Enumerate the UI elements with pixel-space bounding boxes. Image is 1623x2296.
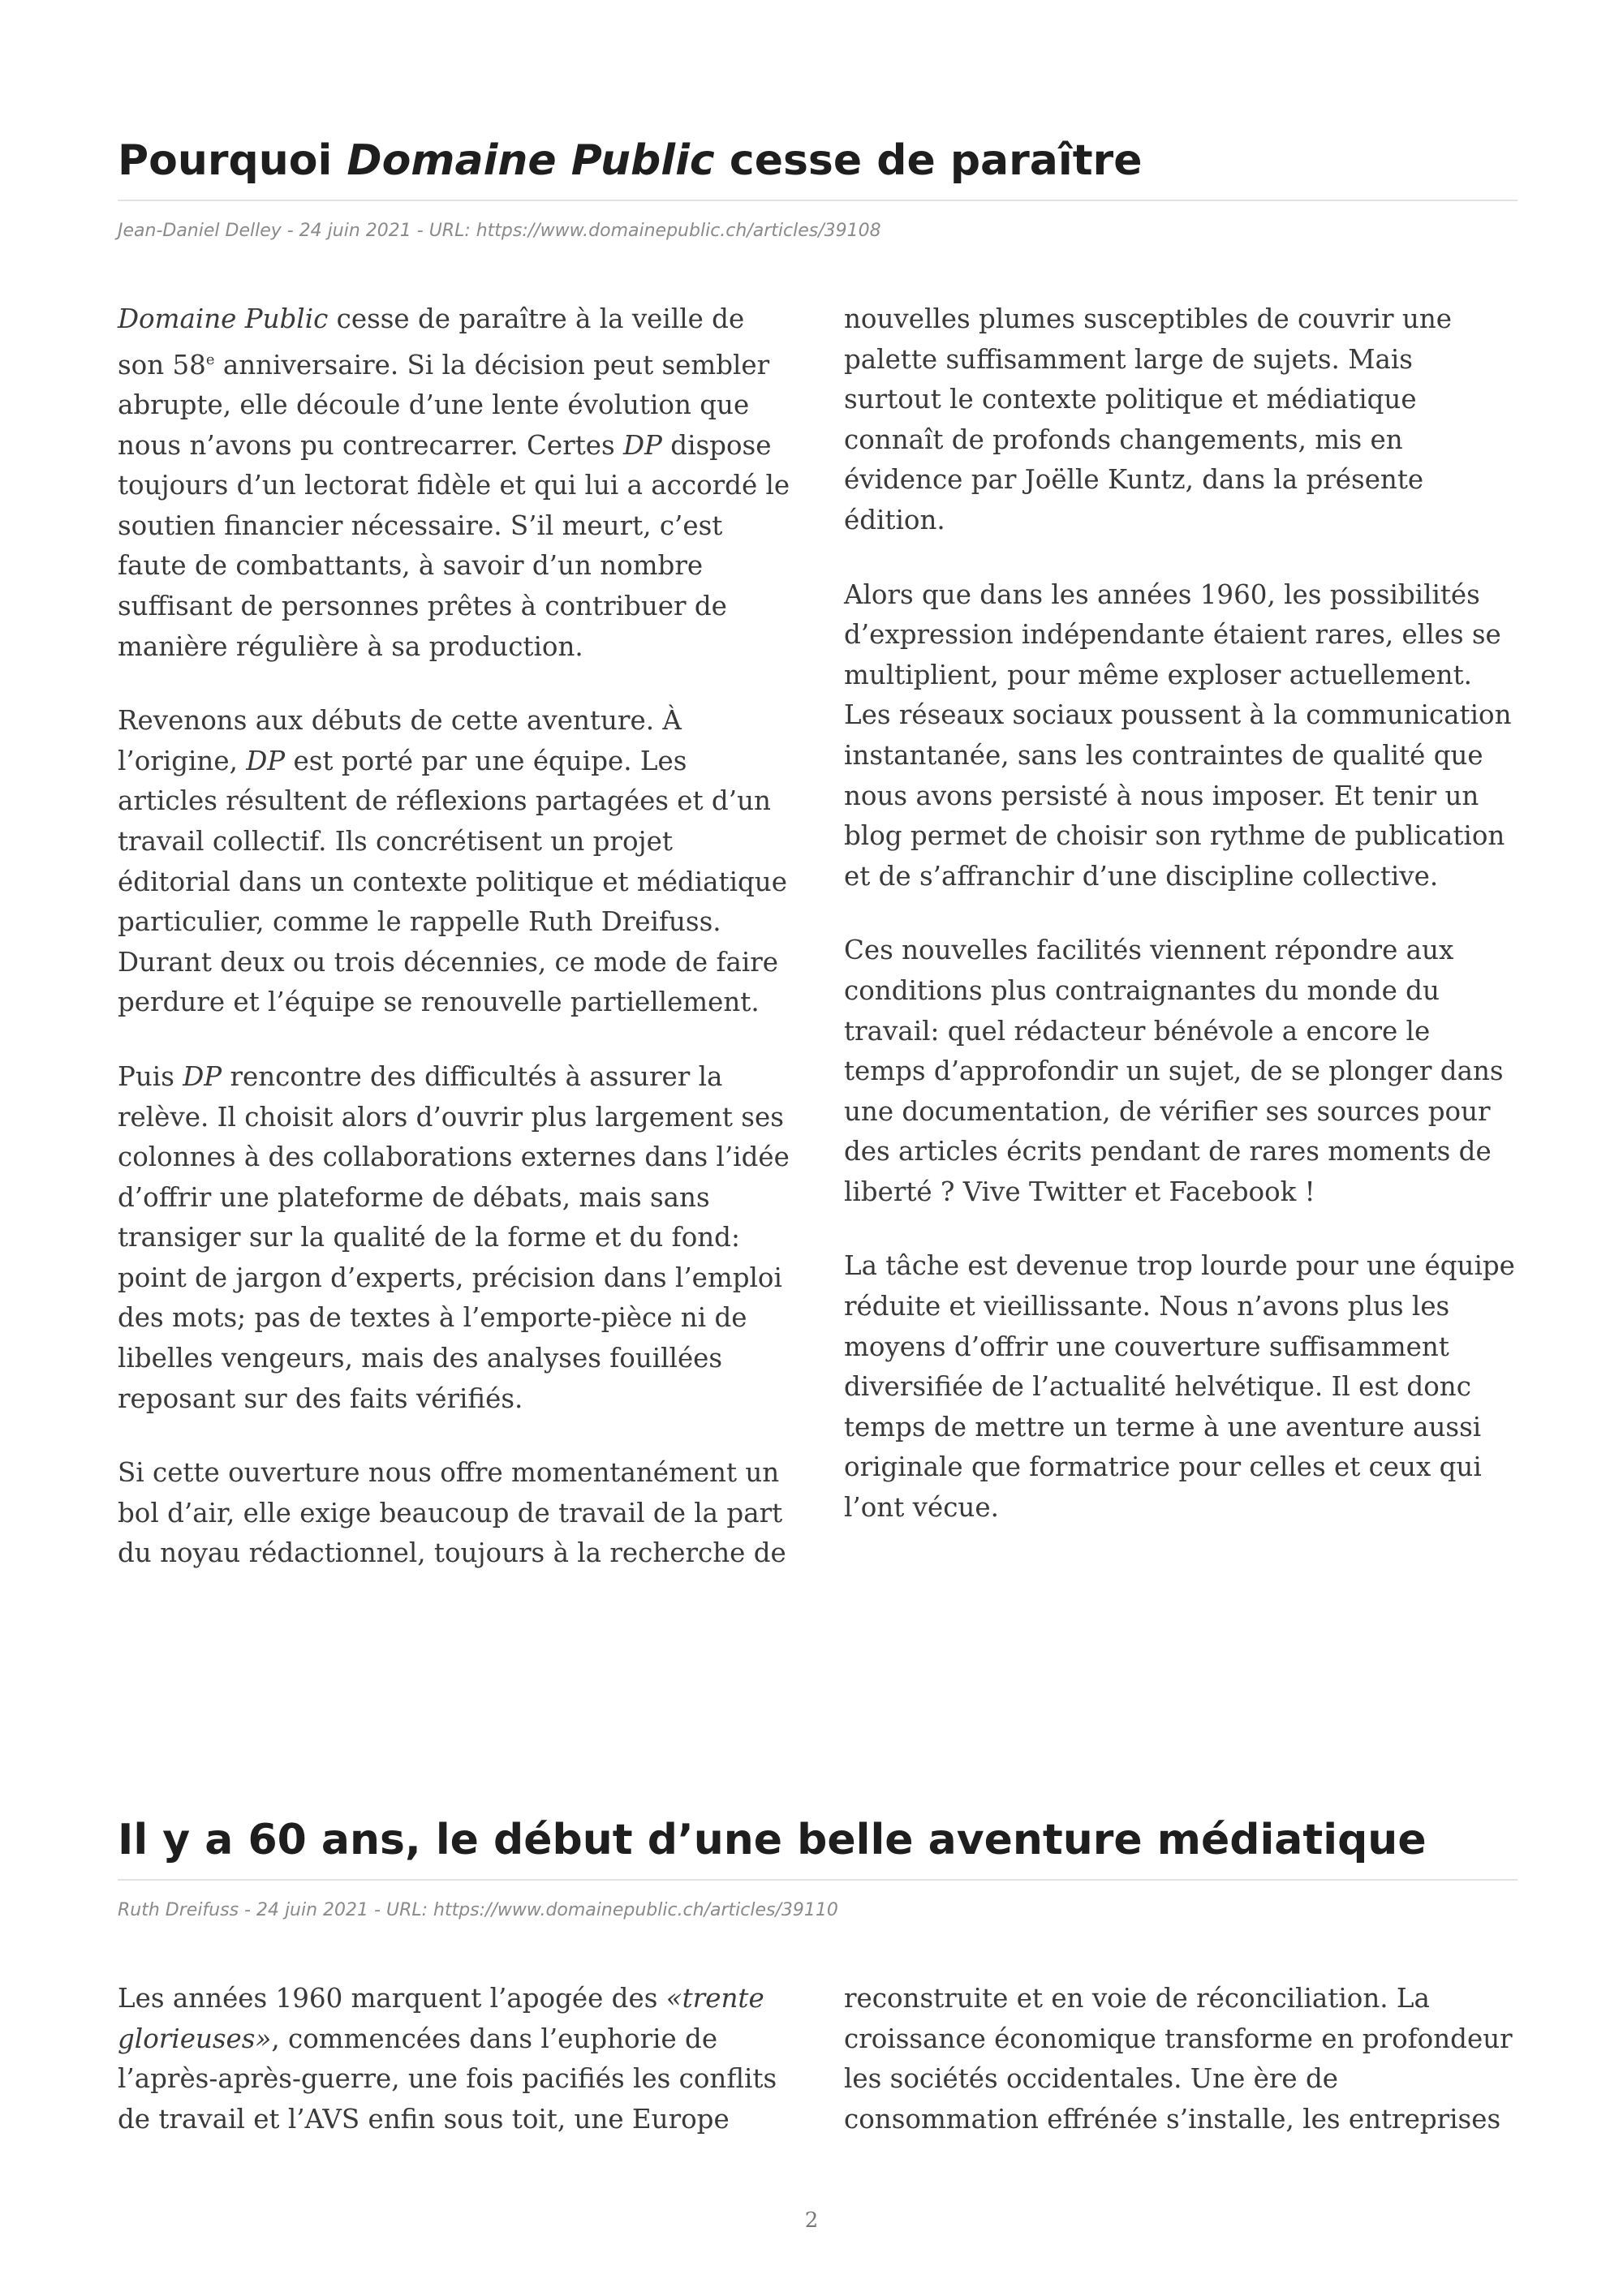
paragraph (118, 701, 791, 1023)
paragraph (118, 1979, 1518, 2141)
article-meta: Ruth Dreifuss - 24 juin 2021 - URL: https://www.domainepublic.ch/articles/39110 (118, 1900, 838, 1920)
emphasis: DP (623, 429, 662, 461)
emphasis: Domaine Public (118, 303, 329, 334)
paragraph (118, 299, 791, 667)
page-number: 2 (804, 2208, 819, 2233)
text: , commencées dans l’euphorie de l’après-après-guerre, une fois pacifiés les conflits de travail et l’AVS enfin sous toit, une Europe reconstruite et en voie de réconciliation. La croissance économique transforme en profondeur les sociétés occidentales. Une ère de consommation effrénée s’installe, les entreprises (118, 1983, 1513, 2135)
article-title: Il y a 60 ans, le début d’une belle aventure médiatique (118, 1809, 1518, 1881)
title-text: cesse de paraître (714, 136, 1143, 185)
text: est porté par une équipe. Les articles résultent de réflexions partagées et d’un travail collectif. Ils concrétisent un projet éditorial dans un contexte politique et médiatique particulier, comme le rappelle Ruth Dreifuss. Durant deux ou trois décennies, ce mode de faire perdure et l’équipe se renouvelle partiellement. (118, 745, 787, 1018)
text: anniversaire. Si la décision peut sembler abrupte, elle découle d’une lente évolution que nous n’avons pu contrecarrer. Certes (118, 349, 770, 461)
paragraph: Alors que dans les années 1960, les possibilités d’expression indépendante étaient rares, elles se multiplient, pour même exploser actuellement. Les réseaux sociaux poussent à la communication instantanée, sans les contraintes de qualité que nous avons persisté à nous imposer. Et tenir un blog permet de choisir son rythme de publication et de s’affranchir d’une discipline collective. (844, 578, 1512, 892)
article-body (118, 1979, 1518, 2141)
emphasis: DP (183, 1060, 222, 1092)
text: Revenons aux débuts de cette aventure. À l’origine, (118, 705, 682, 776)
text: dispose toujours d’un lectorat fidèle et qui lui a accordé le soutien financier nécessaire. S’il meurt, c’est faute de combattants, à savoir d’un nombre suffisant de personnes prêtes à contribuer de manière régulière à sa production. (118, 429, 790, 662)
article-title (118, 130, 1518, 201)
text: rencontre des difficultés à assurer la relève. Il choisit alors d’ouvrir plus largement ses colonnes à des collaborations externes dans l’idée d’offrir une plateforme de débats, mais sans transiger sur la qualité de la forme et du fond: point de jargon d’experts, précision dans l’emploi des mots; pas de textes à l’emporte-pièce ni de libelles vengeurs, mais des analyses fouillées reposant sur des faits vérifiés. (118, 1060, 790, 1414)
emphasis: DP (246, 745, 286, 776)
emphasis: «trente glorieuses» (118, 1983, 764, 2054)
paragraph: Ces nouvelles facilités viennent répondre aux conditions plus contraignantes du monde du travail: quel rédacteur bénévole a encore le temps d’approfondir un sujet, de se plonger dans une documentation, de vérifier ses sources pour des articles écrits pendant de rares moments de liberté ? Vive Twitter et Facebook ! (844, 935, 1504, 1207)
text: Puis (118, 1060, 183, 1092)
paragraph: Si cette ouverture nous offre momentanément un bol d’air, elle exige beaucoup de travail de la part du noyau rédactionnel, toujours à la recherche de nouvelles plumes susceptibles de couvrir une palette suffisamment large de sujets. Mais surtout le contexte politique et médiatique connaît de profonds changements, mis en évidence par Joëlle Kuntz, dans la présente édition. (118, 303, 1452, 1569)
article-belle-aventure (118, 1809, 1518, 2141)
text: cesse de paraître à la veille de son 58 (118, 303, 745, 381)
title-emphasis: Domaine Public (347, 136, 715, 185)
paragraph: La tâche est devenue trop lourde pour une équipe réduite et vieillissante. Nous n’avons plus les moyens d’offrir une couverture suffisamment diversifiée de l’actualité helvétique. Il est donc temps de mettre un terme à une aventure aussi originale que formatrice pour celles et ceux qui l’ont vécue. (844, 1250, 1515, 1524)
article-domaine-public (118, 130, 1518, 1597)
article-body (118, 299, 1518, 1597)
superscript: e (205, 350, 215, 368)
article-meta: Jean-Daniel Delley - 24 juin 2021 - URL: https://www.domainepublic.ch/articles/39108 (118, 221, 881, 241)
title-text: Pourquoi (118, 136, 347, 185)
text: Les années 1960 marquent l’apogée des (118, 1983, 666, 2014)
paragraph (118, 1057, 791, 1419)
